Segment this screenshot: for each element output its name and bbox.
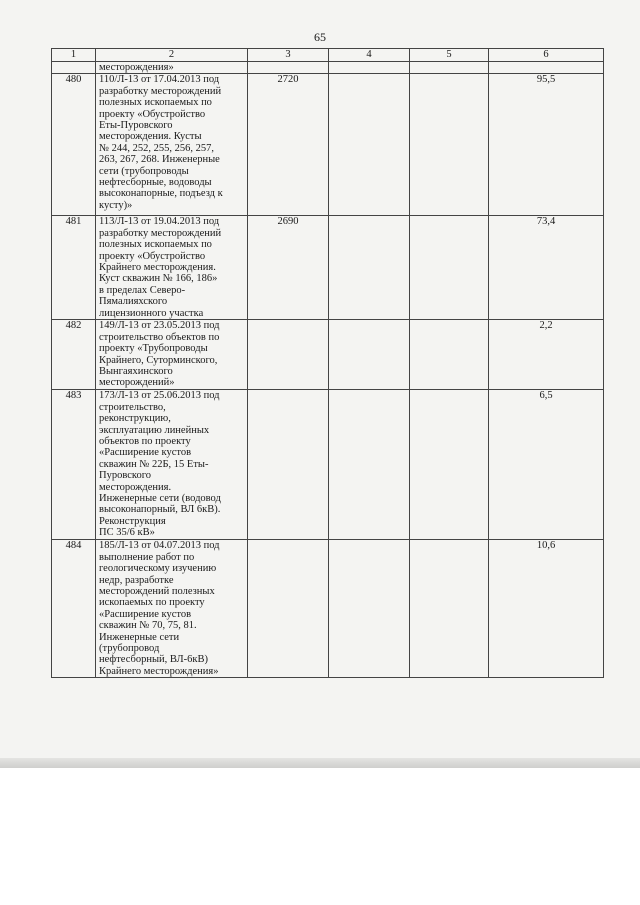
column-header-2: 2 <box>96 49 248 62</box>
row-number: 483 <box>52 390 96 540</box>
column-header-1: 1 <box>52 49 96 62</box>
register-table <box>51 48 604 678</box>
table-row <box>52 74 604 216</box>
row-col5 <box>410 216 489 320</box>
row-number: 482 <box>52 320 96 390</box>
header-row <box>52 49 604 62</box>
row-col5 <box>410 320 489 390</box>
row-description: 149/Л-13 от 23.05.2013 под строительство объектов по проекту «Трубопроводы Крайнего, Суторминского, Вынгаяхинского месторождений» <box>96 320 248 390</box>
column-header-6: 6 <box>489 49 604 62</box>
row-col6: 73,4 <box>489 216 604 320</box>
row-col4 <box>329 320 410 390</box>
row-description: 173/Л-13 от 25.06.2013 под строительство, реконструкцию, эксплуатацию линейных объектов по проекту «Расширение кустов скважин № 22Б, 15 Еты- Пуровского месторождения. Инженерные сети (водовод высоконапорный, ВЛ 6кВ). Реконструкция ПС 35/6 кВ» <box>96 390 248 540</box>
row-col6: 2,2 <box>489 320 604 390</box>
table-row <box>52 390 604 540</box>
column-header-4: 4 <box>329 49 410 62</box>
row-col4 <box>329 74 410 216</box>
row-col6: 10,6 <box>489 540 604 678</box>
table-row <box>52 320 604 390</box>
row-col3 <box>248 320 329 390</box>
column-header-5: 5 <box>410 49 489 62</box>
row-col4 <box>329 390 410 540</box>
row-col4 <box>329 540 410 678</box>
row-col5 <box>410 74 489 216</box>
row-description: 185/Л-13 от 04.07.2013 под выполнение работ по геологическому изучению недр, разработке месторождений полезных ископаемых по проекту «Расширение кустов скважин № 70, 75, 81. Инженерные сети (трубопровод нефтесборный, ВЛ-6кВ) Крайнего месторождения» <box>96 540 248 678</box>
row-col6: 6,5 <box>489 390 604 540</box>
continuation-text: месторождения» <box>96 62 248 74</box>
column-header-3: 3 <box>248 49 329 62</box>
row-col6: 95,5 <box>489 74 604 216</box>
row-number: 481 <box>52 216 96 320</box>
row-col3: 2690 <box>248 216 329 320</box>
row-description: 113/Л-13 от 19.04.2013 под разработку месторождений полезных ископаемых по проекту «Обустройство Крайнего месторождения. Куст скважин № 166, 186» в пределах Северо- Пямалияхского лицензионного участка <box>96 216 248 320</box>
row-description: 110/Л-13 от 17.04.2013 под разработку месторождений полезных ископаемых по проекту «Обустройство Еты-Пуровского месторождения. Кусты № 244, 252, 255, 256, 257, 263, 267, 268. Инженерные сети (трубопроводы нефтесборные, водоводы высоконапорные, подъезд к кусту)» <box>96 74 248 216</box>
table-row <box>52 216 604 320</box>
row-col5 <box>410 390 489 540</box>
row-col3 <box>248 390 329 540</box>
row-col5 <box>410 540 489 678</box>
row-col3 <box>248 540 329 678</box>
page-number: 65 <box>314 30 326 44</box>
table-row <box>52 540 604 678</box>
row-number: 484 <box>52 540 96 678</box>
row-col4 <box>329 216 410 320</box>
row-col3: 2720 <box>248 74 329 216</box>
continuation-row <box>52 62 604 74</box>
row-number: 480 <box>52 74 96 216</box>
